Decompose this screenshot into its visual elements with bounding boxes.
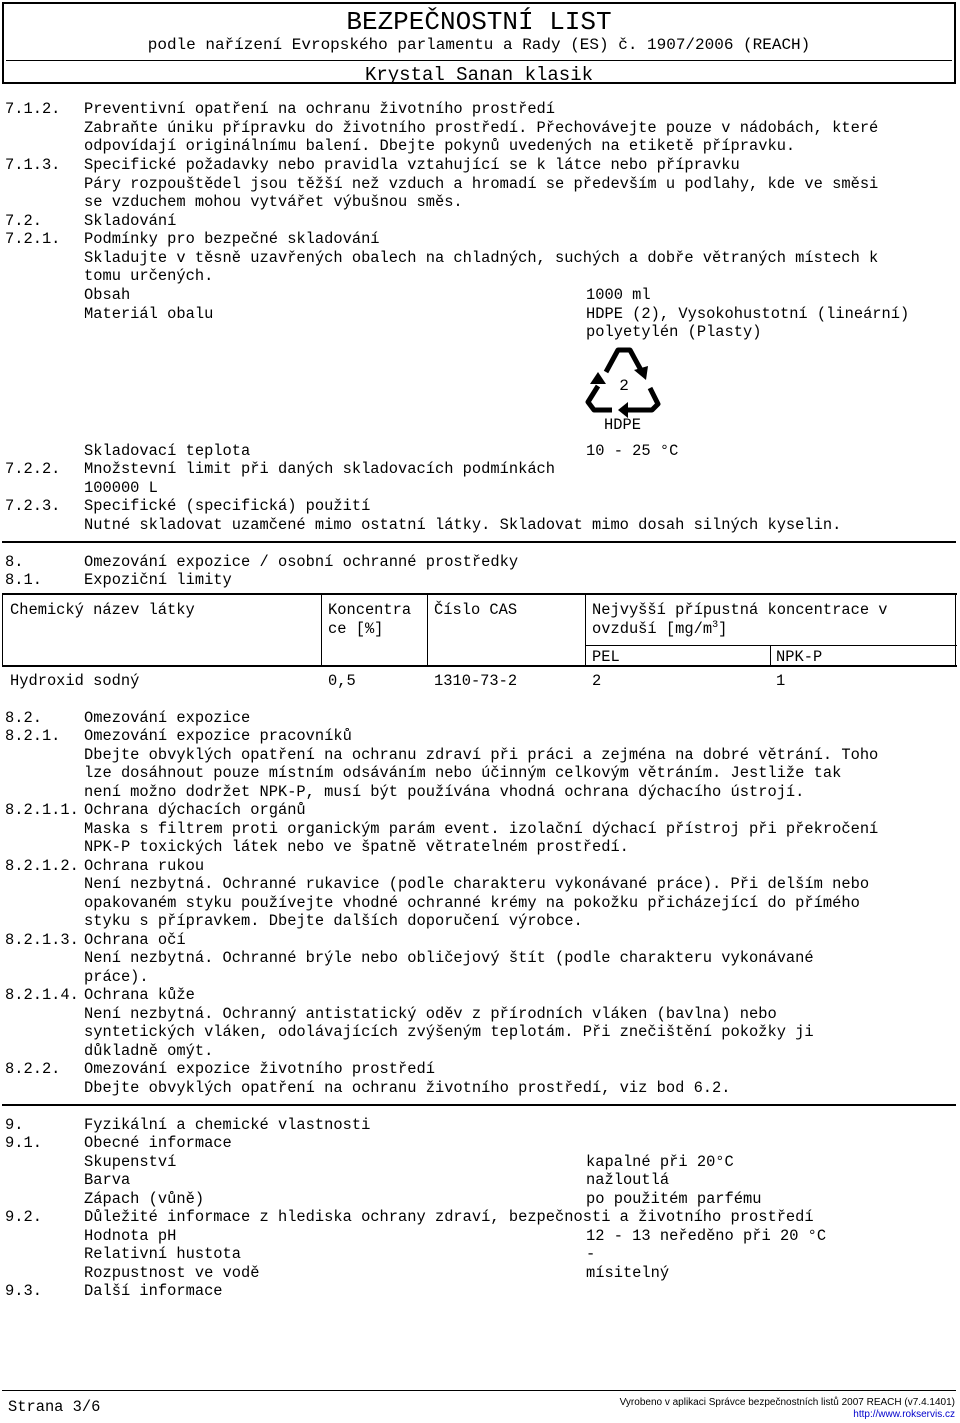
material-value: HDPE (2), Vysokohustotní (lineární): [586, 305, 910, 323]
vendor-link[interactable]: http://www.rokservis.cz: [853, 1409, 955, 1420]
section-text: Není nezbytná. Ochranné rukavice (podle charakteru vykonávané práce). Při delším nebo: [84, 875, 870, 893]
table-header-cas: Číslo CAS: [434, 601, 518, 619]
property-label: Barva: [84, 1171, 131, 1189]
section-heading: Specifické požadavky nebo pravidla vztahující se k látce nebo přípravku: [84, 156, 740, 174]
section-text: Páry rozpouštědel jsou těžší než vzduch a hromadí se především u podlahy, kde ve směsi: [84, 175, 879, 193]
section-number: 8.1.: [5, 571, 42, 589]
section-text: Není nezbytná. Ochranné brýle nebo obličejový štít (podle charakteru vykonávané: [84, 949, 814, 967]
section-heading: Omezování expozice životního prostředí: [84, 1060, 435, 1078]
property-value: kapalné při 20°C: [586, 1153, 734, 1171]
section-number: 8.2.: [5, 709, 42, 727]
section-number: 8.2.1.2.: [5, 857, 79, 875]
section-heading: Ochrana očí: [84, 931, 186, 949]
table-cell-npkp: 1: [776, 672, 786, 690]
property-value: 12 - 13 neředěno při 20 °C: [586, 1227, 827, 1245]
property-label: Skupenství: [84, 1153, 177, 1171]
table-header-limit-cont: ovzduší $[mg/m^3]$: [592, 619, 728, 638]
section-text: Skladujte v těsně uzavřených obalech na chladných, suchých a dobře větraných místech k: [84, 249, 879, 267]
page-number: Strana 3/6: [8, 1398, 101, 1416]
section-number: 7.2.2.: [5, 460, 61, 478]
section-heading: Skladování: [84, 212, 177, 230]
section-heading: Preventivní opatření na ochranu životního prostředí: [84, 100, 556, 118]
property-label: Rozpustnost ve vodě: [84, 1264, 260, 1282]
table-col-border: [770, 645, 771, 666]
section-heading: Ochrana dýchacích orgánů: [84, 801, 306, 819]
content-label: Obsah: [84, 286, 131, 304]
section-text: Maska s filtrem proti organickým parám event. izolační dýchací přístroj při překročení: [84, 820, 879, 838]
property-label: Hodnota pH: [84, 1227, 177, 1245]
section-divider: [2, 1104, 956, 1106]
section-text: práce).: [84, 968, 149, 986]
property-value: nažloutlá: [586, 1171, 670, 1189]
table-cell-cas: 1310-73-2: [434, 672, 518, 690]
footer-divider: [2, 1390, 956, 1391]
section-heading: Ochrana rukou: [84, 857, 205, 875]
table-header-pel: PEL: [592, 648, 620, 666]
section-text: lze dosáhnout pouze místním odsáváním nebo účinným celkovým větráním. Jestliže tak: [84, 764, 842, 782]
section-text: Zabraňte úniku přípravku do životního prostředí. Přechovávejte pouze v nádobách, které: [84, 119, 879, 137]
section-text: tomu určených.: [84, 267, 214, 285]
section-number: 9.2.: [5, 1208, 42, 1226]
table-cell-pel: 2: [592, 672, 602, 690]
table-sub-border: [585, 645, 957, 646]
section-text: Dbejte obvyklých opatření na ochranu zdraví při práci a zejména na dobré větrání. Toho: [84, 746, 879, 764]
table-header-name: Chemický název látky: [10, 601, 195, 619]
section-heading: Omezování expozice pracovníků: [84, 727, 352, 745]
section-heading: Podmínky pro bezpečné skladování: [84, 230, 380, 248]
section-number: 7.2.3.: [5, 497, 61, 515]
section-number: 8.: [5, 553, 24, 571]
table-header-concentration-cont: ce [%]: [328, 620, 384, 638]
table-col-border: [2, 594, 3, 666]
section-number: 7.1.3.: [5, 156, 61, 174]
material-label: Materiál obalu: [84, 305, 214, 323]
footer-credits: [620, 1397, 955, 1421]
section-number: 8.2.1.1.: [5, 801, 79, 819]
property-label: Zápach (vůně): [84, 1190, 205, 1208]
property-value: po použitém parfému: [586, 1190, 762, 1208]
section-heading: Fyzikální a chemické vlastnosti: [84, 1116, 371, 1134]
section-text: odpovídají originálnímu balení. Dbejte pokynů uvedených na etiketě přípravku.: [84, 137, 796, 155]
section-text: Dbejte obvyklých opatření na ochranu životního prostředí, viz bod 6.2.: [84, 1079, 731, 1097]
table-header-npkp: NPK-P: [776, 648, 823, 666]
recycling-number: 2: [619, 377, 629, 395]
section-text: NPK-P toxických látek nebo ve špatně větratelném prostředí.: [84, 838, 629, 856]
property-label: Relativní hustota: [84, 1245, 242, 1263]
table-header-limit: Nejvyšší přípustná koncentrace v: [592, 601, 888, 619]
section-heading: Omezování expozice: [84, 709, 251, 727]
table-top-border: [2, 593, 957, 595]
section-text: styku s přípravkem. Dbejte dalších doporučení výrobce.: [84, 912, 583, 930]
section-number: 8.2.2.: [5, 1060, 61, 1078]
section-divider: [2, 541, 956, 543]
recycling-hdpe-icon: [584, 344, 664, 426]
section-heading: Expoziční limity: [84, 571, 232, 589]
section-text: Nutné skladovat uzamčené mimo ostatní látky. Skladovat mimo dosah silných kyselin.: [84, 516, 842, 534]
section-text: 100000 L: [84, 479, 158, 497]
property-value: mísitelný: [586, 1264, 670, 1282]
section-number: 9.1.: [5, 1134, 42, 1152]
document-header: [2, 2, 956, 84]
section-number: 8.2.1.4.: [5, 986, 79, 1004]
section-heading: Obecné informace: [84, 1134, 232, 1152]
section-number: 7.2.1.: [5, 230, 61, 248]
section-heading: Množstevní limit při daných skladovacích podmínkách: [84, 460, 556, 478]
table-cell-name: Hydroxid sodný: [10, 672, 140, 690]
product-name: Krystal Sanan klasik: [364, 64, 594, 86]
section-text: Není nezbytná. Ochranný antistatický oděv z přírodních vláken (bavlna) nebo: [84, 1005, 777, 1023]
content-value: 1000 ml: [586, 286, 651, 304]
section-number: 9.: [5, 1116, 24, 1134]
section-heading: Specifické (specifická) použití: [84, 497, 371, 515]
section-text: se vzduchem mohou vytvářet výbušnou směs.: [84, 193, 463, 211]
section-text: důkladně omýt.: [84, 1042, 214, 1060]
section-heading: Důležité informace z hlediska ochrany zdraví, bezpečnosti a životního prostředí: [84, 1208, 814, 1226]
section-heading: Další informace: [84, 1282, 223, 1300]
section-number: 8.2.1.3.: [5, 931, 79, 949]
document-title: BEZPEČNOSTNÍ LIST: [346, 7, 612, 37]
table-col-border: [321, 594, 322, 666]
table-col-border: [955, 594, 956, 666]
table-cell-concentration: 0,5: [328, 672, 356, 690]
table-col-border: [427, 594, 428, 666]
generator-note: Vyrobeno v aplikaci Správce bezpečnostních listů 2007 REACH (v7.4.1401): [619, 1397, 955, 1408]
section-number: 7.1.2.: [5, 100, 61, 118]
header-divider: [6, 60, 952, 61]
storage-temp-label: Skladovací teplota: [84, 442, 251, 460]
section-heading: Omezování expozice / osobní ochranné prostředky: [84, 553, 519, 571]
document-subtitle: podle nařízení Evropského parlamentu a Rady (ES) č. 1907/2006 (REACH): [147, 36, 811, 54]
storage-temp-value: 10 - 25 °C: [586, 442, 679, 460]
recycling-label: HDPE: [604, 416, 641, 434]
section-text: není možno dodržet NPK-P, musí být používána vhodná ochrana dýchacího ústrojí.: [84, 783, 805, 801]
material-value-cont: polyetylén (Plasty): [586, 323, 762, 341]
section-heading: Ochrana kůže: [84, 986, 195, 1004]
table-header-concentration: Koncentra: [328, 601, 412, 619]
section-number: 8.2.1.: [5, 727, 61, 745]
section-text: opakovaném styku používejte vhodné ochranné krémy na pokožku přicházející do přímého: [84, 894, 860, 912]
section-number: 9.3.: [5, 1282, 42, 1300]
property-value: -: [586, 1245, 596, 1263]
table-col-border: [585, 594, 586, 666]
section-number: 7.2.: [5, 212, 42, 230]
section-text: syntetických vláken, odolávajících zvýšeným teplotám. Při znečištění pokožky ji: [84, 1023, 814, 1041]
